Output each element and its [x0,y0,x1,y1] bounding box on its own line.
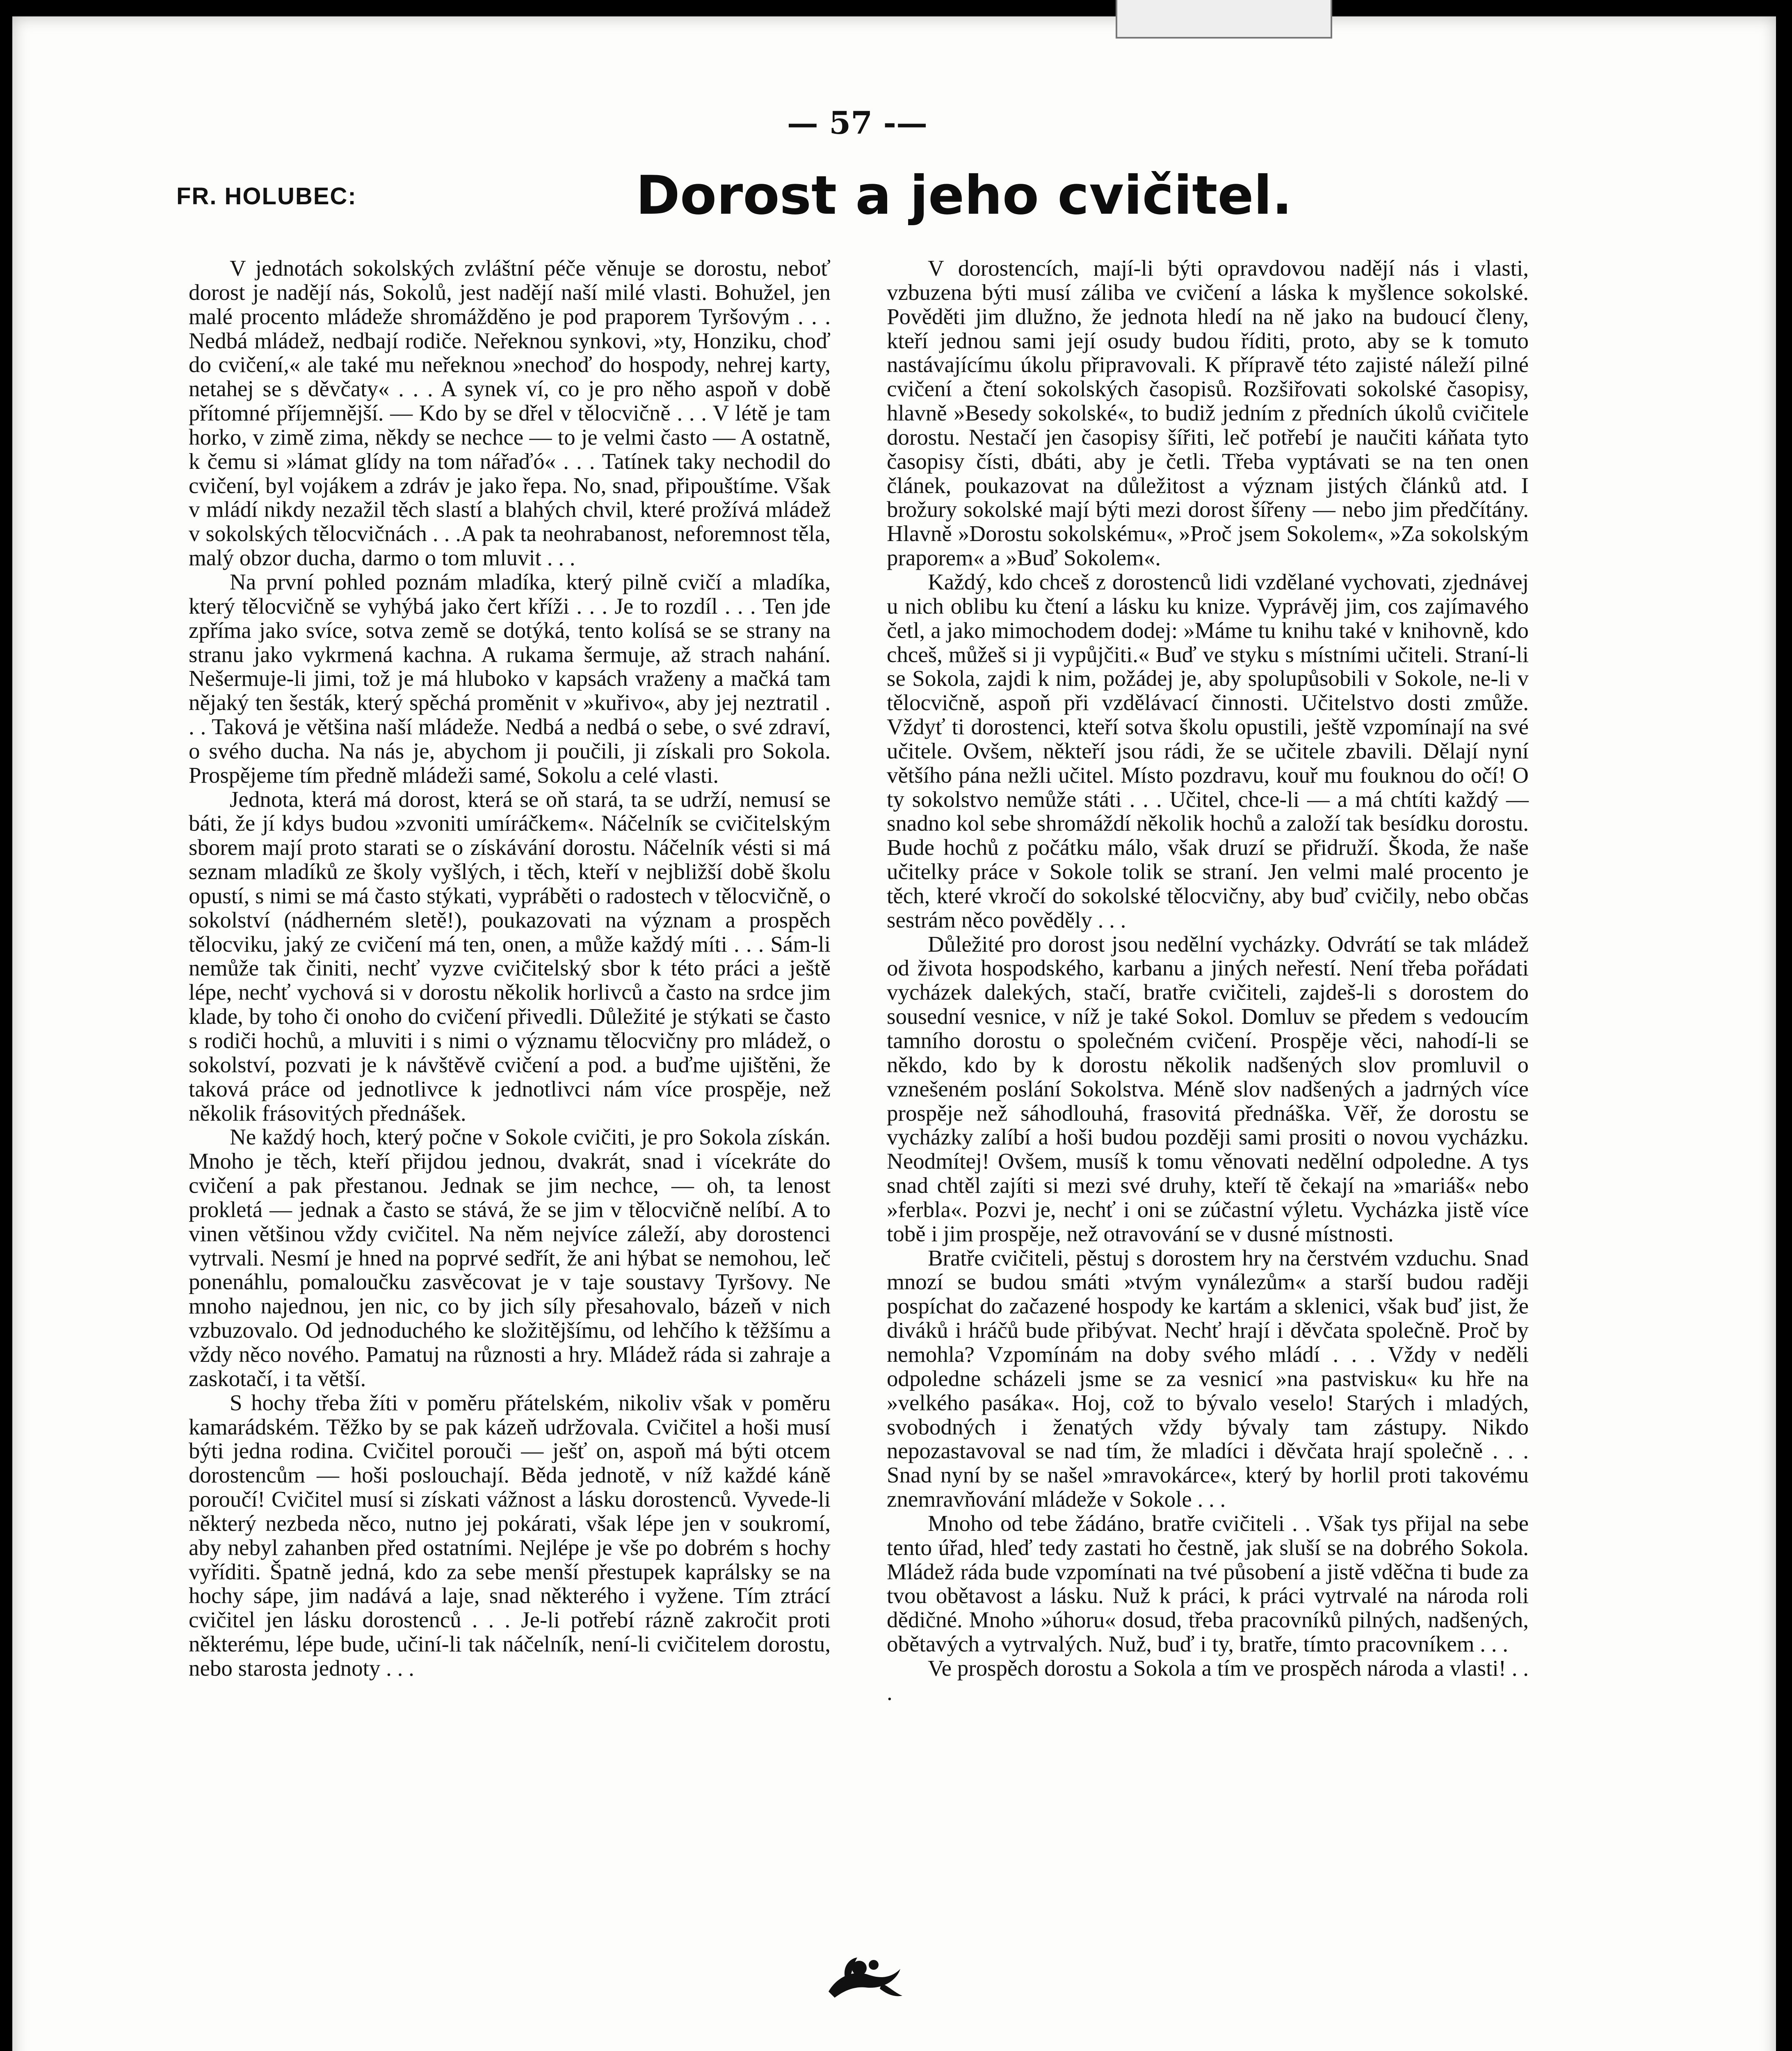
paragraph: Každý, kdo chceš z dorostenců lidi vzdělané vychovati, zjednávej u nich oblibu ku čtení a lásku ku knize. Vyprávěj jim, cos zajímavého četl, a jako mimochodem dodej: »Máme tu knihu také v knihovně, kdo chceš, můžeš si ji vypůjčiti.« Buď ve styku s místními učiteli. Straní-li se Sokola, zajdi k nim, požádej je, aby spolupůsobili v Sokole, ne-li v tělocvičně, aspoň při vzdělávací činnosti. Učitelstvo dosti zmůže. Vždyť ti dorostenci, kteří sotva školu opustili, ještě vzpomínají na své učitele. Ovšem, někteří jsou rádi, že se učitele zbavili. Dělají nyní většího pána nežli učitel. Místo pozdravu, kouř mu fouknou do očí! O ty sokolstvo nemůže státi . . . Učitel, chce-li — a má chtíti každý — snadno kol sebe shromáždí několik hochů a založí tak besídku dorostu. Bude hochů z počátku málo, však druzí se přidruží. Škoda, že naše učitelky práce v Sokole tolik se straní. Jen velmi malé procento je těch, které vkročí do sokolské tělocvičny, aby buď cvičily, nebo občas sestrám něco pověděly . . . [887,569,1529,932]
paragraph: Důležité pro dorost jsou nedělní vycházky. Odvrátí se tak mládež od života hospodského, karbanu a jiných neřestí. Není třeba pořádati vycházek dalekých, stačí, bratře cvičiteli, zajdeš-li s dorostem do sousední vesnice, v níž je také Sokol. Domluv se předem s vedoucím tamního dorostu o společném cvičení. Prospěje věci, nahodí-li se někdo, kdo by k dorostu několik nadšených slov promluvil o vznešeném poslání Sokolstva. Méně slov nadšených a jadrných více prospěje než sáhodlouhá, frasovitá přednáška. Věř, že dorostu se vycházky zalíbí a hoši budou později sami prositi o novou vycházku. Neodmítej! Ovšem, musíš k tomu věnovati nedělní odpoledne. A tys snad chtěl zajíti si mezi své druhy, kteří tě čekají na »mariáš« nebo »ferbla«. Pozvi je, nechť i oni se zúčastní výletu. Vycházka jistě více tobě i jim prospěje, než otravování se v dusné místnosti. [887,931,1529,1246]
article-title: Dorost a jeho cvičitel. [636,164,1292,226]
paragraph: S hochy třeba žíti v poměru přátelském, nikoliv však v poměru kamarádském. Těžko by se pak kázeň udržovala. Cvičitel a hoši musí býti jedna rodina. Cvičitel porouči — ješť on, aspoň má býti otcem dorostencům — hoši poslouchají. Běda jednotě, v níž každé káně poroučí! Cvičitel musí si získati vážnost a lásku dorostenců. Vyvede-li některý nezbeda něco, nutno jej pokárati, však lépe jen v soukromí, aby nebyl zahanben před ostatními. Nejlépe je vše po dobrém s hochy vyříditi. Špatně jedná, kdo za sebe menší přestupek kaprálsky se na hochy sápe, jim nadává a laje, snad některého i vyžene. Tím ztrácí cvičitel jen lásku dorostenců . . . Je-li potřebí rázně zakročit proti některému, lépe bude, učiní-li tak náčelník, není-li cvičitelem dorostu, nebo starosta jednoty . . . [189,1390,831,1681]
floral-vignette-icon [820,1953,906,2002]
paragraph: Mnoho od tebe žádáno, bratře cvičiteli . . Však tys přijal na sebe tento úřad, hleď tedy zastati ho čestně, jak sluší se na dobrého Sokola. Mládež ráda bude vzpomínati na tvé působení a jistě vděčna ti bude za tvou obětavost a lásku. Nuž k práci, k práci vytrvalé na národa roli dědičné. Mnoho »úhoru« dosud, třeba pracovníků pilných, nadšených, obětavých a vytrvalých. Nuž, buď i ty, bratře, tímto pracovníkem . . . [887,1510,1529,1657]
right-column [887,256,1529,1705]
author-name: FR. HOLUBEC: [176,183,357,210]
paragraph: Ve prospěch dorostu a Sokola a tím ve prospěch národa a vlasti! . . . [887,1655,1529,1705]
paragraph: Ne každý hoch, který počne v Sokole cvičiti, je pro Sokola získán. Mnoho je těch, kteří přijdou jednou, dvakrát, snad i vícekráte do cvičení a pak přestanou. Jednak se jim nechce, — oh, ta lenost prokletá — jednak a často se stává, že se jim v tělocvičně nelíbí. A to vinen většinou vždy cvičitel. Na něm nejvíce záleží, aby dorostenci vytrvali. Nesmí je hned na poprvé sedřít, že ani hýbat se nemohou, leč ponenáhlu, pomaloučku zasvěcovat je v taje soustavy Tyršovy. Ne mnoho najednou, jen nic, co by jich síly přesahovalo, bázeň v nich vzbuzovalo. Od jednoduchého ke složitějšímu, od lehčího k těžšímu a vždy něco nového. Pamatuj na různosti a hry. Mládež ráda si zahraje a zaskotačí, i ta větší. [189,1124,831,1391]
paragraph: Bratře cvičiteli, pěstuj s dorostem hry na čerstvém vzduchu. Snad mnozí se budou smáti »tvým vynálezům« a starší budou raději pospíchat do začazené hospody ke kartám a sklenici, však buď jist, že diváků i hráčů bude přibývat. Nechť hrají i děvčata společně. Proč by nemohla? Vzpomínám na doby svého mládí . . . Vždy v neděli odpoledne scházeli jsme se za vesnicí »na pastvisku« ku hře na »velkého pasáka«. Hoj, což to bývalo veselo! Starých i mladých, svobodných i ženatých vždy bývaly tam zástupy. Nikdo nepozastavoval se nad tím, že mladíci i děvčata hrají společně . . . Snad nyní by se našel »mravokárce«, který by horlil proti takovému znemravňování mládeže v Sokole . . . [887,1245,1529,1512]
left-column [189,256,831,1681]
paragraph: V jednotách sokolských zvláštní péče věnuje se dorostu, neboť dorost je nadějí nás, Sokolů, jest nadějí naší milé vlasti. Bohužel, jen malé procento mládeže shromážděno je pod praporem Tyršovým . . . Nedbá mládež, nedbají rodiče. Neřeknou synkovi, »ty, Honziku, choď do cvičení,« ale také mu neřeknou »nechoď do hospody, nehrej karty, netahej se s děvčaty« . . . A synek ví, co je pro něho aspoň v době přítomné příjemnější. — Kdo by se dřel v tělocvičně . . . V létě je tam horko, v zimě zima, někdy se nechce — to je velmi často — A ostatně, k čemu si »lámat glídy na tom nářaďó« . . . Tatínek taky nechodil do cvičení, byl vojákem a zdráv je jako řepa. No, snad, připouštíme. Však v mládí nikdy nezažil těch slastí a blahých chvil, které prožívá mládež v sokolských tělocvičnách . . .A pak ta neohrabanost, neforemnost těla, malý obzor ducha, darmo o tom mluvit . . . [189,256,831,571]
paragraph: Na první pohled poznám mladíka, který pilně cvičí a mladíka, který tělocvičně se vyhýbá jako čert kříži . . . Je to rozdíl . . . Ten jde zpříma jako svíce, sotva země se dotýká, tento kolísá se se strany na stranu jako vykrmená kachna. A rukama šermuje, až strach nahání. Nešermuje-li jimi, tož je má hluboko v kapsách vraženy a mačká tam nějaký ten šesták, který spěchá proměnit v »kuřivo«, aby jej neztratil . . . Taková je většina naší mládeže. Nedbá a nedbá o sebe, o své zdraví, o svého ducha. Na nás je, abychom ji poučili, ji získali pro Sokola. Prospějeme tím předně mládeži samé, Sokolu a celé vlasti. [189,569,831,788]
paragraph: V dorostencích, mají-li býti opravdovou nadějí nás i vlasti, vzbuzena býti musí záliba ve cvičení a láska k myšlence sokolské. Pověděti jim dlužno, že jednota hledí na ně jako na budoucí členy, kteří jednou sami její osudy budou říditi, proto, aby se k tomuto nastávajícímu úkolu připravovali. K přípravě této zajisté náleží pilné cvičení a čtení sokolských časopisů. Rozšiřovati sokolské časopisy, hlavně »Besedy sokolské«, to budiž jedním z předních úkolů cvičitele dorostu. Nestačí jen časopisy šířiti, leč potřebí je naučiti káňata tyto časopisy čísti, dbáti, aby je četli. Třeba vyptávati se na ten onen článek, poukazovat na důležitost a význam jistých článků atd. I brožury sokolské mají býti mezi dorost šířeny — nebo jim předčítány. Hlavně »Dorostu sokolskému«, »Proč jsem Sokolem«, »Za sokolským praporem« a »Buď Sokolem«. [887,256,1529,571]
paragraph: Jednota, která má dorost, která se oň stará, ta se udrží, nemusí se báti, že jí kdys budou »zvoniti umíráčkem«. Náčelník se cvičitelským sborem mají proto starati se o získávání dorostu. Náčelník vésti si má seznam mladíků ze školy vyšlých, i těch, kteří v nejbližší době školu opustí, s nimi se má často stýkati, vypráběti o radostech v tělocvičně, o sokolství (nádherném sletě!), poukazovati na význam a prospěch tělocviku, jaký ze cvičení má ten, onen, a může každý míti . . . Sám-li nemůže tak činiti, nechť vyzve cvičitelský sbor k této práci a ještě lépe, nechť vychová si v dorostu několik horlivců a často na srdce jim klade, by toho či onoho do cvičení přivedli. Důležité je stýkati se často s rodiči hochů, a mluviti i s nimi o významu tělocvičny pro mládež, o sokolství, pozvati je k návštěvě cvičení a pod. a buďme ujištěni, že taková práce od jednotlivce k jednotlivci nám více prospěje, než několik frásovitých přednášek. [189,786,831,1126]
page-number: — 57 -— [787,105,928,141]
archive-stamp [1116,0,1332,39]
